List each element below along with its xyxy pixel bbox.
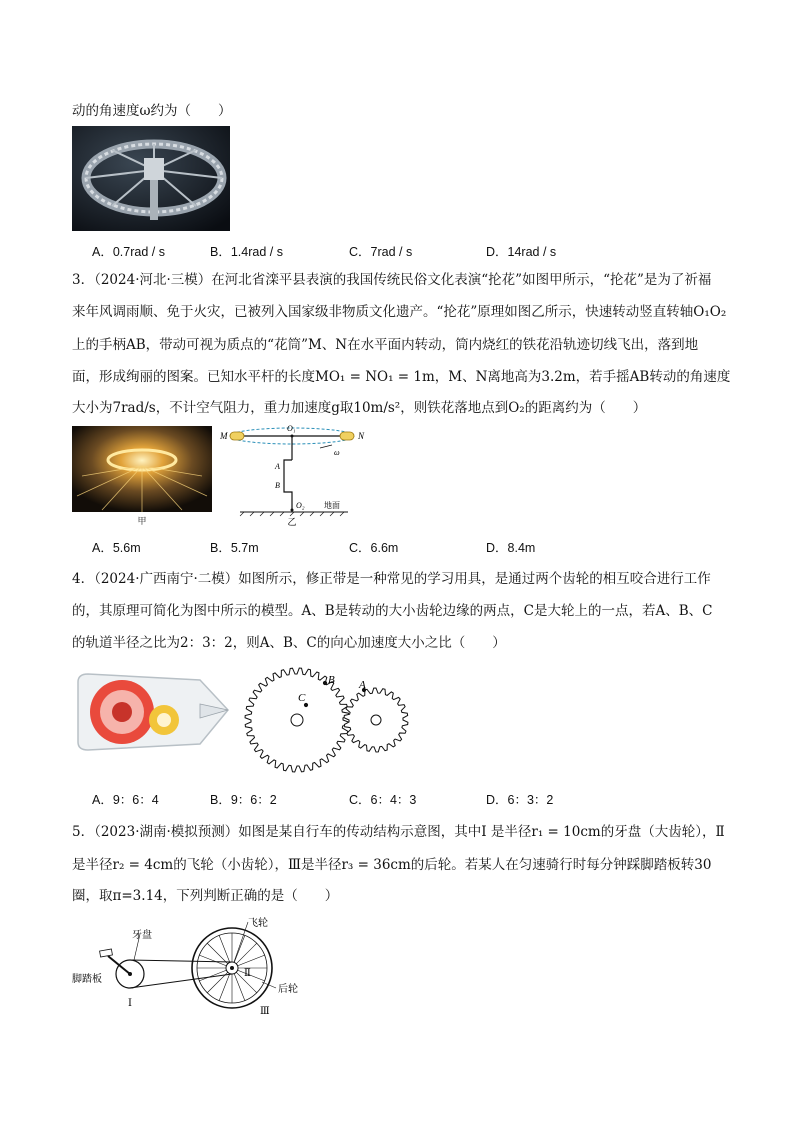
fig-label-omega: ω <box>334 448 340 457</box>
fig-label-yi: 乙 <box>287 517 297 527</box>
q3-line-5: 大小为7rad/s，不计空气阻力，重力加速度g取10m/s²，则铁花落地点到O₂的距离约为（ ） <box>72 400 647 416</box>
q4-options-row <box>92 790 712 808</box>
fig-label-jia: 甲 <box>137 516 147 526</box>
q3-options-row <box>92 538 712 556</box>
fig-label-rear: 后轮 <box>278 984 298 995</box>
q5-line-1: 5．（2023·湖南·模拟预测）如图是某自行车的传动结构示意图，其中Ⅰ 是半径r₁ = 10cm的牙盘（大齿轮），Ⅱ <box>72 824 725 840</box>
q4-line-1: 4．（2024·广西南宁·二模）如图所示，修正带是一种常见的学习用具，是通过两个齿轮的相互咬合进行工作 <box>72 571 711 587</box>
question-stem-continued: 动的角速度ω约为（ ） <box>72 103 232 119</box>
fig-label-roman-i: Ⅰ <box>128 998 132 1009</box>
q5-line-3: 圈，取π=3.14，下列判断正确的是（ ） <box>72 888 339 904</box>
fig-label-flywheel: 飞轮 <box>248 918 268 929</box>
q5-line-2: 是半径r₂ = 4cm的飞轮（小齿轮），Ⅲ是半径r₃ = 36cm的后轮。若某人在匀速骑行时每分钟踩脚踏板转30 <box>72 857 712 873</box>
lunhua-diagram <box>220 424 370 528</box>
fig-label-b: B <box>328 674 335 686</box>
q4-option-d[interactable]: D．6：3：2 <box>486 793 554 807</box>
space-station-photo <box>72 126 230 231</box>
q4-option-b[interactable]: B．9：6：2 <box>210 793 277 807</box>
gears-diagram <box>240 664 415 774</box>
option-a[interactable]: A．0.7rad / s <box>92 245 165 259</box>
fig-label-a: A <box>359 679 366 691</box>
option-d[interactable]: D．14rad / s <box>486 245 557 259</box>
fig-label-pedal: 脚踏板 <box>72 974 102 985</box>
fig-label-ground: 地面 <box>324 501 340 510</box>
option-c[interactable]: C．7rad / s <box>349 245 413 259</box>
q3-option-a[interactable]: A．5.6m <box>92 541 141 555</box>
point-b-dot <box>323 681 326 684</box>
fig-label-chainring: 牙盘 <box>132 930 152 941</box>
fig-label-o1: O₁ <box>287 424 296 433</box>
fig-label-m: M <box>220 431 228 441</box>
q4-line-3: 的轨道半径之比为2：3：2，则A、B、C的向心加速度大小之比（ ） <box>72 635 506 651</box>
bicycle-transmission-diagram <box>72 914 332 1018</box>
q3-line-1: 3．（2024·河北·三模）在河北省滦平县表演的我国传统民俗文化表演“抡花”如图甲所示，“抡花”是为了祈福 <box>72 272 712 288</box>
correction-tape-photo <box>72 670 232 754</box>
small-gear-axle <box>371 715 381 725</box>
fig-label-roman-ii: Ⅱ <box>244 968 251 979</box>
q4-option-a[interactable]: A．9：6：4 <box>92 793 159 807</box>
q4-line-2: 的，其原理可简化为图中所示的模型。A、B是转动的大小齿轮边缘的两点，C是大轮上的一点，若A、B、C <box>72 603 713 619</box>
q3-line-4: 面，形成绚丽的图案。已知水平杆的长度MO₁ = NO₁ = 1m，M、N离地高为3.2m，若手摇AB转动的角速度 <box>72 369 731 385</box>
fig-label-a: A <box>275 462 280 471</box>
fig-label-n: N <box>358 431 365 441</box>
q3-option-b[interactable]: B．5.7m <box>210 541 259 555</box>
fig-label-roman-iii: Ⅲ <box>260 1006 270 1017</box>
q3-option-d[interactable]: D．8.4m <box>486 541 536 555</box>
q3-line-2: 来年风调雨顺、免于火灾，已被列入国家级非物质文化遗产。“抡花”原理如图乙所示，快速转动竖直转轴O₁O₂ <box>72 304 727 320</box>
option-b[interactable]: B．1.4rad / s <box>210 245 283 259</box>
options-row <box>92 242 712 260</box>
q3-line-3: 上的手柄AB，带动可视为质点的“花筒”M、N在水平面内转动，筒内烧红的铁花沿轨迹切线飞出，落到地 <box>72 337 699 353</box>
q3-option-c[interactable]: C．6.6m <box>349 541 399 555</box>
fig-label-c: C <box>298 692 306 704</box>
fireworks-photo <box>72 426 212 526</box>
q4-option-c[interactable]: C．6：4：3 <box>349 793 417 807</box>
fig-label-o2: O₂ <box>296 501 305 510</box>
fig-label-b: B <box>275 481 280 490</box>
large-gear-axle <box>291 714 303 726</box>
